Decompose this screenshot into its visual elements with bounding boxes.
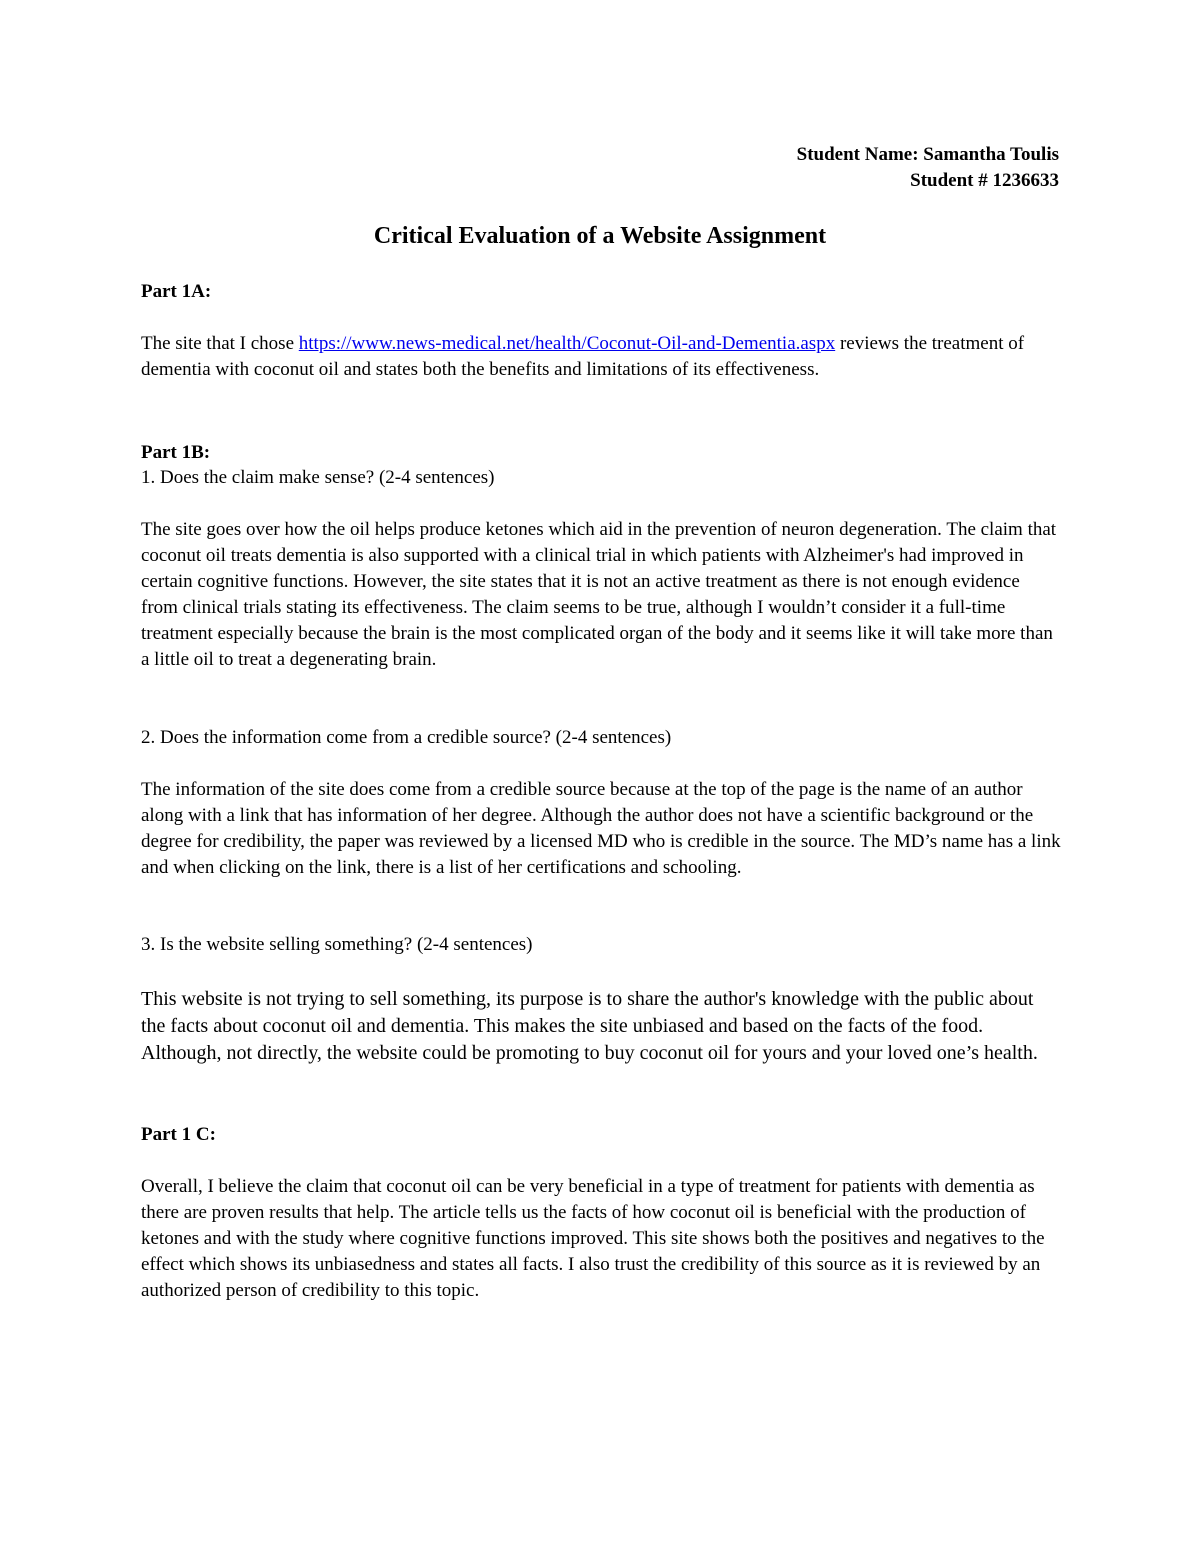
part-1a-heading: Part 1A:: [141, 281, 212, 302]
question-2: 2. Does the information come from a credible source? (2-4 sentences): [141, 727, 672, 748]
answer-1: The site goes over how the oil helps produce ketones which aid in the prevention of neuron degeneration. The claim that coconut oil treats dementia is also supported with a clinical trial in which patients with Alzheimer's had improved in certain cognitive functions. However, the site states that it is not an active treatment as there is not enough evidence from clinical trials stating its effectiveness. The claim seems to be true, although I wouldn’t consider it a full-time treatment especially because the brain is the most complicated organ of the body and it seems like it will take more than a little oil to treat a degenerating brain.: [141, 519, 1057, 670]
student-number: Student # 1236633: [910, 170, 1059, 191]
student-name: Student Name: Samantha Toulis: [796, 144, 1059, 165]
source-website-link[interactable]: https://www.news-medical.net/health/Coconut-Oil-and-Dementia.aspx: [298, 333, 836, 354]
answer-3: This website is not trying to sell something, its purpose is to share the author's knowledge with the public about the facts about coconut oil and dementia. This makes the site unbiased and based on the facts of the food. Although, not directly, the website could be promoting to buy coconut oil for yours and your loved one’s health.: [141, 988, 1038, 1064]
question-1: 1. Does the claim make sense? (2-4 sentences): [141, 467, 495, 488]
part-1b-heading: Part 1B:: [141, 442, 211, 463]
question-3: 3. Is the website selling something? (2-4 sentences): [141, 934, 533, 955]
part-1c-heading: Part 1 C:: [141, 1124, 216, 1145]
part-1a-text-after-link: reviews the treatment of dementia with coconut oil and states both the benefits and limitations of its effectiveness.: [141, 333, 1025, 380]
student-info: [797, 142, 1059, 194]
document-title: Critical Evaluation of a Website Assignment: [373, 223, 827, 249]
part-1a-text-before-link: The site that I chose: [141, 333, 299, 354]
answer-2: The information of the site does come from a credible source because at the top of the page is the name of an author along with a link that has information of her degree. Although the author does not have a scientific background or the degree for credibility, the paper was reviewed by a licensed MD who is credible in the source. The MD’s name has a link and when clicking on the link, there is a list of her certifications and schooling.: [141, 779, 1061, 878]
part-1c-paragraph: Overall, I believe the claim that coconut oil can be very beneficial in a type of treatment for patients with dementia as there are proven results that help. The article tells us the facts of how coconut oil is beneficial with the production of ketones and with the study where cognitive functions improved. This site shows both the positives and negatives to the effect which shows its unbiasedness and states all facts. I also trust the credibility of this source as it is reviewed by an authorized person of credibility to this topic.: [141, 1176, 1045, 1301]
part-1a-paragraph: [141, 331, 1061, 383]
